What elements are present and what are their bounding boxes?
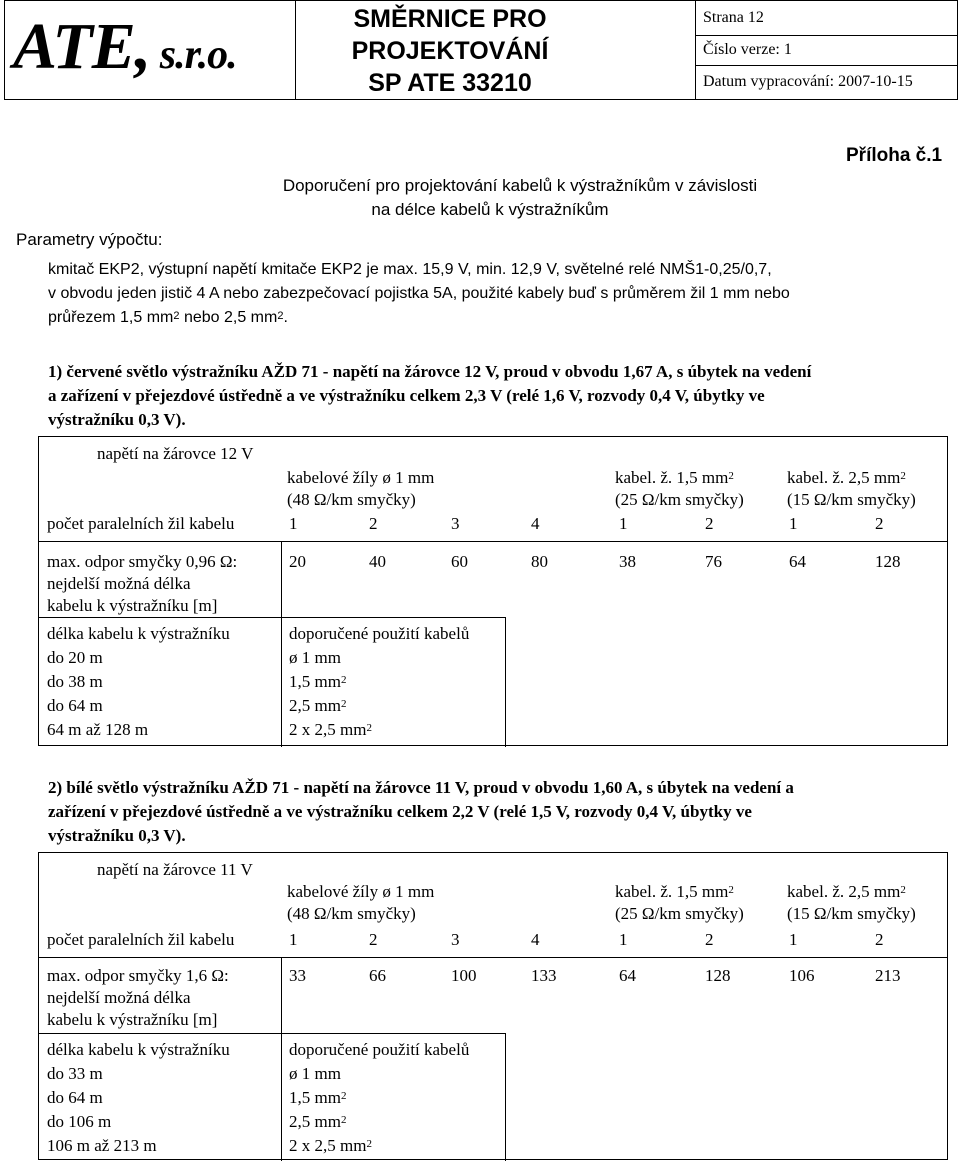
count-cell: 2 [705,514,714,533]
length-cell: 33 [289,966,306,985]
rec-row-use: ø 1 mm [289,1064,341,1083]
title-cell [295,1,696,99]
count-cell: 1 [789,930,798,949]
resistance-label: max. odpor smyčky 0,96 Ω: nejdelší možná délka kabelu k výstražníku [m] [47,552,238,615]
annex-label: Příloha č.1 [846,145,943,166]
count-label: počet paralelních žil kabelu [47,930,235,949]
length-cell: 100 [451,966,477,985]
rec-row-use: 1,5 $mm^2$ [289,1088,347,1107]
col-header-1mm: kabelové žíly ø 1 mm (48 Ω/km smyčky) [287,882,435,923]
rec-row-length: 64 m až 128 m [47,720,149,739]
length-cell: 64 [789,552,806,571]
rec-row-use: 2 x 2,5 $mm^2$ [289,1136,372,1155]
logo-cell [5,1,296,99]
length-cell: 60 [451,552,468,571]
voltage-label: napětí na žárovce 12 V [97,444,254,463]
count-cell: 1 [619,930,628,949]
length-cell: 128 [875,552,901,571]
rec-row-length: do 64 m [47,696,103,715]
date-prepared: Datum vypracování: 2007-10-15 [703,73,913,90]
company-logo: ATE, s.r.o. [13,10,237,83]
rec-row-length: 106 m až 213 m [47,1136,157,1155]
count-cell: 3 [451,930,460,949]
count-cell: 4 [531,514,540,533]
rec-header-use: doporučené použití kabelů [289,1040,470,1059]
document-heading: Doporučení pro projektování kabelů k výstražníkům v závislosti na délce kabelů k výstražníkům [282,176,758,219]
length-cell: 80 [531,552,548,571]
count-cell: 1 [789,514,798,533]
document-title: SMĚRNICE PRO PROJEKTOVÁNÍ SP ATE 33210 [351,5,549,97]
count-cell: 4 [531,930,540,949]
section2-table [38,852,948,1160]
rec-row-use: 2,5 $mm^2$ [289,1112,347,1131]
length-cell: 106 [789,966,815,985]
col-header-2-5mm: kabel. ž. 2,5 $mm^2$ (15 Ω/km smyčky) [787,468,916,509]
rec-header-use: doporučené použití kabelů [289,624,470,643]
length-cell: 40 [369,552,386,571]
resistance-label: max. odpor smyčky 1,6 Ω: nejdelší možná délka kabelu k výstražníku [m] [47,966,229,1029]
length-cell: 38 [619,552,636,571]
length-cell: 66 [369,966,386,985]
count-cell: 1 [289,930,298,949]
rec-row-length: do 33 m [47,1064,103,1083]
rec-row-length: do 106 m [47,1112,112,1131]
col-header-1-5mm: kabel. ž. 1,5 $mm^2$ (25 Ω/km smyčky) [615,468,744,509]
length-cell: 128 [705,966,731,985]
count-cell: 2 [369,930,378,949]
document-header [4,0,958,100]
count-cell: 2 [705,930,714,949]
section1-table [38,436,948,746]
version-number: Číslo verze: 1 [703,41,792,58]
count-cell: 1 [619,514,628,533]
count-cell: 2 [369,514,378,533]
rec-row-length: do 20 m [47,648,103,667]
count-cell: 3 [451,514,460,533]
length-cell: 76 [705,552,722,571]
length-cell: 20 [289,552,306,571]
rec-row-use: 2 x 2,5 $mm^2$ [289,720,372,739]
rec-row-length: do 38 m [47,672,103,691]
length-cell: 64 [619,966,636,985]
section1-description: 1) červené světlo výstražníku AŽD 71 - napětí na žárovce 12 V, proud v obvodu 1,67 A, s úbytek na vedení a zařízení v přejezdové ústředně a ve výstražníku celkem 2,3 V (relé 1,6 V, rozvody 0,4 V, úbytky ve výstražníku 0,3 V). [48,362,812,429]
col-header-1-5mm: kabel. ž. 1,5 $mm^2$ (25 Ω/km smyčky) [615,882,744,923]
length-cell: 133 [531,966,557,985]
page-number: Strana 12 [703,9,764,26]
params-label: Parametry výpočtu: [16,230,163,249]
count-cell: 2 [875,930,884,949]
count-cell: 2 [875,514,884,533]
count-cell: 1 [289,514,298,533]
col-header-2-5mm: kabel. ž. 2,5 $mm^2$ (15 Ω/km smyčky) [787,882,916,923]
params-text: kmitač EKP2, výstupní napětí kmitače EKP2 je max. 15,9 V, min. 12,9 V, světelné relé NMŠ1-0,25/0,7, v obvodu jeden jistič 4 A nebo zabezpečovací pojistka 5A, použité kabely buď s průměrem žil 1 mm nebo průřezem 1,5 $mm^2$ nebo 2,5 $mm^2$. [48,261,790,326]
count-label: počet paralelních žil kabelu [47,514,235,533]
col-header-1mm: kabelové žíly ø 1 mm (48 Ω/km smyčky) [287,468,435,509]
rec-row-length: do 64 m [47,1088,103,1107]
length-cell: 213 [875,966,901,985]
section2-description: 2) bílé světlo výstražníku AŽD 71 - napětí na žárovce 11 V, proud v obvodu 1,60 A, s úbytek na vedení a zařízení v přejezdové ústředně a ve výstražníku celkem 2,2 V (relé 1,5 V, rozvody 0,4 V, úbytky ve výstražníku 0,3 V). [48,778,794,845]
rec-row-use: ø 1 mm [289,648,341,667]
rec-header-length: délka kabelu k výstražníku [47,624,230,643]
rec-row-use: 2,5 $mm^2$ [289,696,347,715]
voltage-label: napětí na žárovce 11 V [97,860,253,879]
rec-row-use: 1,5 $mm^2$ [289,672,347,691]
rec-header-length: délka kabelu k výstražníku [47,1040,230,1059]
